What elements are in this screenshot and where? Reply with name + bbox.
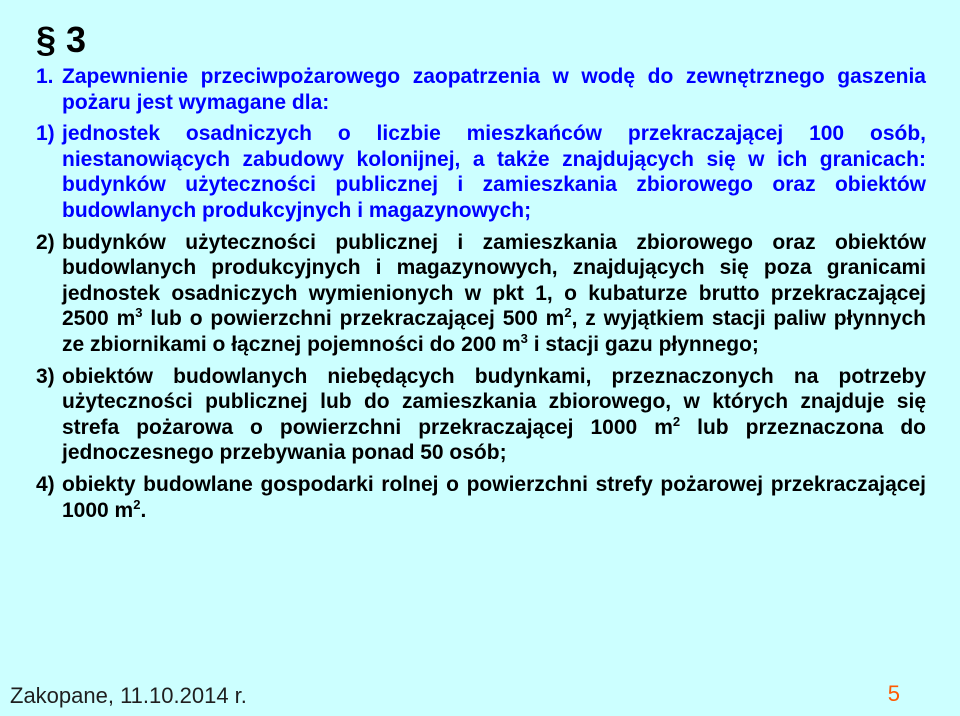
section-content (36, 64, 926, 529)
footer-location-date: Zakopane, 11.10.2014 r. (10, 683, 247, 708)
list-item-number: 1) (36, 122, 55, 146)
section-heading: § 3 (36, 19, 87, 60)
superscript: 2 (564, 305, 572, 321)
list-item-number: 3) (36, 364, 55, 388)
list-item-text (62, 364, 926, 466)
list-item-1 (36, 121, 926, 223)
superscript: 3 (135, 305, 143, 321)
text-segment: obiektów budowlanych niebędących budynkami, przeznaczonych na potrzeby użyteczności publicznej lub do zamieszkania zbiorowego, w których znajduje się strefa pożarowa o powierzchni przekraczającej 1000 m (62, 364, 926, 439)
list-item-3 (36, 364, 926, 466)
page-number: 5 (887, 681, 900, 706)
text-segment: lub przeznaczona do jednoczesnego przebywania ponad 50 osób; (62, 415, 926, 465)
superscript: 2 (672, 413, 681, 429)
superscript: 2 (133, 496, 141, 512)
list-item-text (62, 472, 926, 523)
intro-paragraph (36, 64, 926, 115)
text-segment: budynków użyteczności publicznej i zamieszkania zbiorowego oraz obiektów budowlanych produkcyjnych i magazynowych, znajdujących się poza granicami jednostek osadniczych wymienionych w pkt 1, o kubaturze brutto przekraczającej 2500 m (62, 230, 926, 331)
text-segment: lub o powierzchni przekraczającej 500 m (142, 307, 565, 331)
list-item-number: 2) (36, 230, 55, 254)
list-item-number: 4) (36, 472, 55, 496)
superscript: 3 (520, 330, 528, 346)
text-segment: , z wyjątkiem stacji paliw płynnych ze zbiornikami o łącznej pojemności do 200 m (62, 307, 926, 356)
list-item-text (62, 230, 926, 358)
list-item-2 (36, 230, 926, 358)
list-item-text: jednostek osadniczych o liczbie mieszkańców przekraczającej 100 osób, niestanowiących zabudowy kolonijnej, a także znajdujących się w ich granicach: budynków użyteczności publicznej i zamieszkania zbiorowego oraz obiektów budowlanych produkcyjnych i magazynowych; (62, 122, 926, 222)
intro-number: 1. (36, 65, 54, 88)
intro-text: Zapewnienie przeciwpożarowego zaopatrzenia w wodę do zewnętrznego gaszenia pożaru jest wymagane dla: (62, 65, 926, 114)
text-segment: . (140, 498, 147, 522)
text-segment: obiekty budowlane gospodarki rolnej o powierzchni strefy pożarowej przekraczającej 1000 m (62, 472, 926, 522)
list-item-4 (36, 472, 926, 523)
text-segment: i stacji gazu płynnego; (527, 332, 759, 356)
